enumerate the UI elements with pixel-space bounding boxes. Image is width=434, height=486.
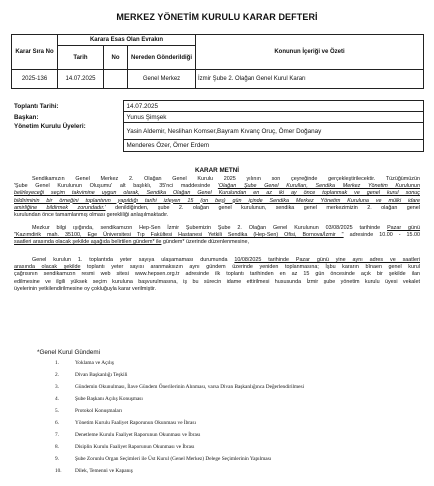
row-no [104,70,128,89]
members-line-2: Menderes Özer, Ömer Erdem [123,140,423,152]
col-no: No [104,46,128,70]
paragraph-line [14,279,420,286]
agenda-item [55,432,200,438]
text-segment: Genel kurulun 1. toplantıda yeter sayıya ulaşamaması durumunda [32,257,235,263]
paragraph-line [14,232,420,239]
paragraph-line [14,190,420,197]
agenda-item [55,384,304,390]
col-konu: Konunun İçeriği ve Özeti [196,35,424,70]
meeting-date-label: Toplantı Tarihi: [14,102,59,110]
col-tarih: Tarih [58,46,104,70]
members-label: Yönetim Kurulu Üyeleri: [14,122,86,130]
agenda-text: Protokol Konuşmaları [75,408,122,414]
agenda-item [55,372,128,378]
agenda-text: Gündemin Okunulması, İlave Gündem Önerilerinin Alınması, varsa Divan Başkanlığınca Değerlendirilmesi [75,384,305,390]
text-segment: Sendikamızın Genel Merkez 2. Olağan Genel Kurulu 2025 yılının son çeyreğinde gerçekleştirilecektir. Tüzüğümüzün [32,176,420,182]
doc-title: MERKEZ YÖNETİM KURULU KARAR DEFTERİ [116,12,318,22]
row-sira-no: 2025-136 [12,70,58,89]
agenda-text: Dilek, Temenni ve Kapanış [75,468,133,474]
agenda-text: Şube Başkanı Açılış Konuşması [75,396,143,402]
paragraph-line [14,264,420,271]
meeting-date-value: 14.07.2025 [123,101,423,112]
row-konu: İzmir Şube 2. Olağan Genel Kurul Kararı [196,70,424,89]
agenda-text: Denetleme Kurulu Faaliyet Raporunun Okunması ve İbrası [75,432,201,438]
agenda-number: 6. [55,420,59,426]
members-line-1: Yasin Aldemir, Neslihan Komser,Bayram Kıvanç Oruç, Ömer Doğanay [123,123,423,140]
text-segment: üyelerinin yetkilendirilmesine oy çokluğuyla karar verilmiştir. [14,285,157,292]
agenda-item [55,468,133,474]
text-segment: 'Olağan Şube Genel Kurulları, Sendika Merkez Yönetim Kurulunun [217,183,420,190]
agenda-item [55,444,194,450]
agenda-number: 9. [55,456,59,462]
text-segment: Pazar günü [387,225,421,231]
agenda-number: 7. [55,432,59,438]
agenda-text: Yoklama ve Açılış [75,360,114,366]
text-segment: adresinde 10.00 - 15.00 [343,232,420,239]
chairman-label: Başkan: [14,113,39,121]
paragraph-line [14,198,420,205]
agenda-text: Divan Başkanlığı Teşkili [75,372,128,378]
chairman-value: Yunus Şimşek [123,112,423,123]
text-segment: kurulundan önce tamamlanmış olması gerekliliği anlaşılmaktadır. [14,212,169,219]
text-segment: gündem* üzerinde düzenlenmesine, [161,239,249,246]
decision-header-table [11,34,424,89]
text-segment: bildiriminin bir örneğini toplantının yapıldığı tarihi izleyen 15 (on beş) gün içinde Sendika Merkez Yönetim Kuruluna ve mülki idare [14,197,420,204]
paragraph-line [14,286,420,293]
paragraph-line [14,239,420,246]
text-segment: toplantı yeter sayısı aranmaksızın aynı gündem üzerinde yeniden toplanmasına; İşbu kararın bînaen genel kurul [80,264,420,271]
col-karara-esas: Karara Esas Olan Evrakın [58,35,196,46]
col-karar-sira-no: Karar Sıra No [12,35,58,70]
agenda-number: 10. [55,468,62,474]
agenda-text: Yönetim Kurulu Faaliyet Raporunun Okunması ve İbrası [75,420,196,426]
agenda-number: 5. [55,408,59,414]
row-tarih: 14.07.2025 [58,70,104,89]
agenda-item [55,456,271,462]
agenda-text: Disiplin Kurulu Faaliyet Raporunun Okunması ve İbrası [75,444,195,450]
agenda-number: 4. [55,396,59,402]
agenda-number: 8. [55,444,59,450]
agenda-number: 2. [55,372,59,378]
text-segment: denildiğinden, şube 2. olağan genel kurulunun, sendika genel merkezimizin 2. olağan genel [105,204,420,211]
agenda-number: 3. [55,384,59,390]
text-segment: belirleyeceği seçim takvimine uygun olarak, Sendika Olağan Genel Kurulundan en az iki ay önce toplanmak ve genel kurul sonuç [14,190,420,197]
paragraph-line [14,205,420,212]
paragraph-3 [14,257,420,293]
decision-text-title: KARAR METNİ [194,167,240,174]
col-nereden: Nereden Gönderildiği [128,46,196,70]
agenda-item [55,408,122,414]
agenda-item [55,420,196,426]
paragraph-line [14,176,420,183]
paragraph-line [14,183,420,190]
text-segment: 'Şube Genel Kurulunun Oluşumu' alt başlıklı, 35'nci maddesinde [14,183,218,190]
text-segment: edilmesine ve ilgili yüksek seçim kuruluna başvurulmasına, iş bu sürecin idame ettirilmesi hususunda İzmir şube yönetim kurulu üyesi vekalet [14,278,420,285]
meeting-info-table [11,100,424,152]
text-segment: çağrısının sendikamızın resmi web sitesi www.hepsen.org.tr adresinde ilk toplantı tarihinden en az 15 gün öncesinde açık bir şekilde ilan [14,271,420,278]
text-segment: Mezkur bilgi ışığında, sendikamızın Hep-Sen İzmir Şubemizin Şube 2. Olağan Genel Kurulunun 03/08/2025 tarihinde [32,225,388,231]
text-segment: 10/08/2025 tarihinde Pazar günü yine aynı adres ve saatleri [234,257,420,263]
text-segment: amirliğine bildirmek zorundadır.' [14,204,106,211]
paragraph-1 [14,176,420,219]
agenda-number: 1. [55,360,59,366]
agenda-item [55,396,143,402]
agenda-item [55,360,114,366]
agenda-title: *Genel Kurul Gündemi [37,349,101,356]
text-segment: saatleri arasında olacak şekilde aşağıda belirtilen gündem* ile [14,239,162,246]
text-segment: arasında olacak şekilde [14,264,81,271]
row-nereden: Genel Merkez [128,70,196,89]
paragraph-line [14,212,420,219]
paragraph-2 [14,225,420,247]
paragraph-line [14,271,420,278]
text-segment: "Kazımdirik mah. 35100, Ege Üniversitesi Tıp Fakültesi Hastanesi Yetkili Sendika (Hep-Sen) Ofisi, Bornova/İzmir " [14,232,344,239]
agenda-text: Şube Zorunlu Organ Seçimleri ile Üst Kurul (Genel Merkez) Delege Seçimlerinin Yapılması [75,456,272,462]
